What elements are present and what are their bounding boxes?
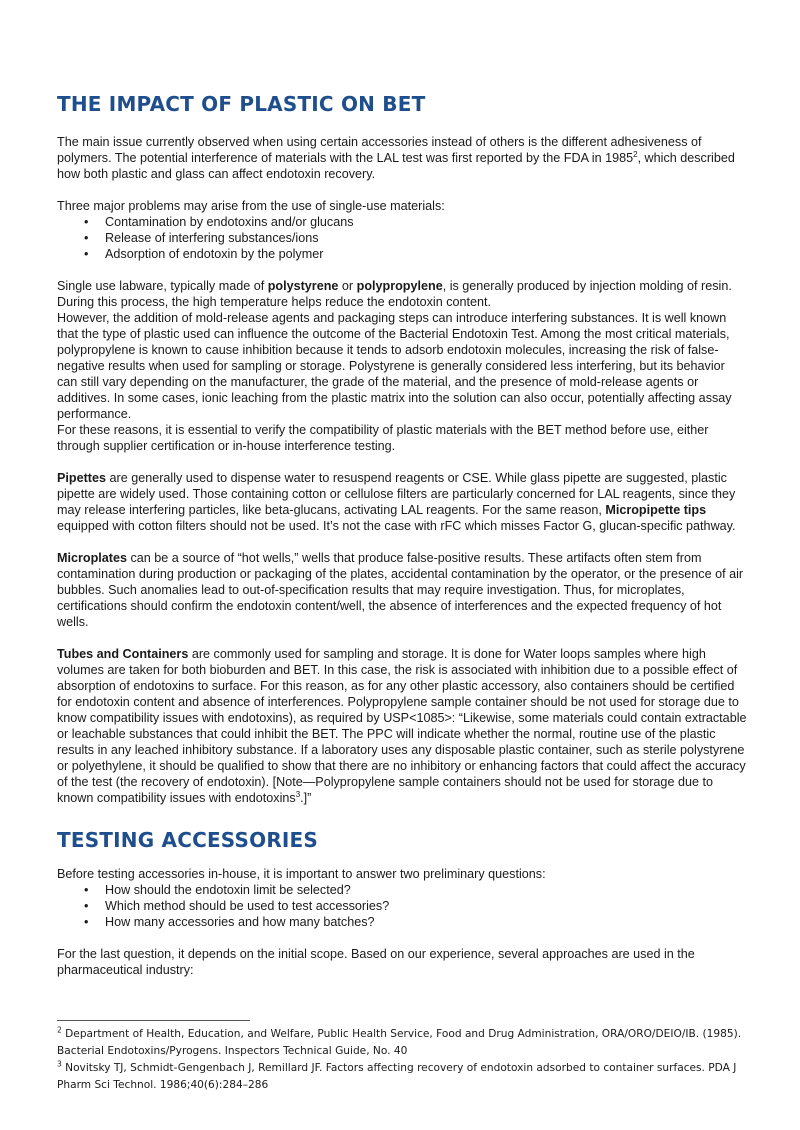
labware-paragraph-2: However, the addition of mold-release agents and packaging steps can introduce interfering substances. It is well known that the type of plastic used can influence the outcome of the Bacterial Endotoxin Test. Among the most critical materials, polypropylene is known to cause inhibition because it tends to adsorb endotoxin molecules, increasing the risk of false-negative results when used for sampling or storage. Polystyrene is generally considered less interfering, but its behavior can still vary depending on the manufacturer, the grade of the material, and the presence of mold-release agents or additives. In some cases, ionic leaching from the plastic matrix into the solution can also occur, potentially affecting assay performance.	[57, 311, 732, 421]
footnote-2: $^2$ Department of Health, Education, and Welfare, Public Health Service, Food and Drug Administration, ORA/ORO/DEIO/IB. (1985). Bacterial Endotoxins/Pyrogens. Inspectors Technical Guide, No. 40	[57, 1025, 742, 1057]
document-page	[57, 92, 747, 978]
list-item: • Release of interfering substances/ions	[105, 230, 747, 246]
microplates-paragraph: Microplates can be a source of “hot wells,” wells that produce false-positive results. These artifacts often stem from contamination during production or packaging of the plates, accidental contamination by the operator, or the presence of air bubbles. Such anomalies lead to out-of-specification results that may require investigation. Thus, for microplates, certifications should confirm the endotoxin content/well, the absence of interferences and the expected frequency of hot wells.	[57, 551, 744, 629]
section-heading-impact: THE IMPACT OF PLASTIC ON BET	[57, 92, 426, 116]
problems-list	[57, 214, 747, 262]
questions-list	[57, 882, 747, 930]
problems-intro: Three major problems may arise from the use of single-use materials:	[57, 199, 445, 213]
section-heading-testing: TESTING ACCESSORIES	[57, 828, 319, 852]
footnote-3: $^3$ Novitsky TJ, Schmidt-Gengenbach J, Remillard JF. Factors affecting recovery of endotoxin adsorbed to container surfaces. PDA J Pharm Sci Technol. 1986;40(6):284–286	[57, 1059, 737, 1091]
footnotes	[57, 1020, 757, 1094]
pipettes-paragraph: Pipettes are generally used to dispense water to resuspend reagents or CSE. While glass pipette are suggested, plastic pipette are widely used. Those containing cotton or cellulose filters are particularly concerned for LAL reagents, since they may release interfering particles, like beta-glucans, activating LAL reagents. For the same reason, Micropipette tips equipped with cotton filters should not be used. It’s not the case with rFC which misses Factor G, glucan-specific pathway.	[57, 471, 736, 533]
tubes-paragraph: Tubes and Containers are commonly used for sampling and storage. It is done for Water loops samples where high volumes are taken for both bioburden and BET. In this case, the risk is associated with inhibition due to a possible effect of absorption of endotoxins to surface. For this reason, as for any other plastic accessory, also containers should be certified for endotoxin content and absence of interferences. Polypropylene sample container should be not used for storage due to know compatibility issues with endotoxins), as required by USP<1085>: “Likewise, some materials could contain extractable or leachable substances that could inhibit the BET. The PPC will indicate whether the normal, routine use of the plastic results in any leached inhibitory substance. If a laboratory uses any disposable plastic container, such as sterile polystyrene or polyethylene, it should be qualified to show that there are no inhibitory or enhancing factors that could affect the accuracy of the test (the recovery of endotoxin). [Note—Polypropylene sample containers should not be used for storage due to known compatibility issues with endotoxins$^3$.]”	[57, 647, 747, 805]
list-item: • Contamination by endotoxins and/or glucans	[105, 214, 747, 230]
footnote-ref-2[interactable]: 2	[633, 149, 638, 159]
testing-intro: Before testing accessories in-house, it is important to answer two preliminary questions:	[57, 867, 546, 881]
testing-closing: For the last question, it depends on the initial scope. Based on our experience, several approaches are used in the pharmaceutical industry:	[57, 947, 695, 977]
labware-paragraph: Single use labware, typically made of polystyrene or polypropylene, is generally produced by injection molding of resin. During this process, the high temperature helps reduce the endotoxin content.	[57, 279, 732, 309]
list-item: • How many accessories and how many batches?	[105, 914, 747, 930]
list-item: • How should the endotoxin limit be selected?	[105, 882, 747, 898]
intro-paragraph: The main issue currently observed when using certain accessories instead of others is the different adhesiveness of polymers. The potential interference of materials with the LAL test was first reported by the FDA in 1985$^2$, which described how both plastic and glass can affect endotoxin recovery.	[57, 135, 735, 181]
footnote-divider	[57, 1020, 250, 1021]
labware-paragraph-3: For these reasons, it is essential to verify the compatibility of plastic materials with the BET method before use, either through supplier certification or in-house interference testing.	[57, 423, 709, 453]
list-item: • Adsorption of endotoxin by the polymer	[105, 246, 747, 262]
footnote-ref-3[interactable]: 3	[295, 789, 301, 799]
list-item: • Which method should be used to test accessories?	[105, 898, 747, 914]
